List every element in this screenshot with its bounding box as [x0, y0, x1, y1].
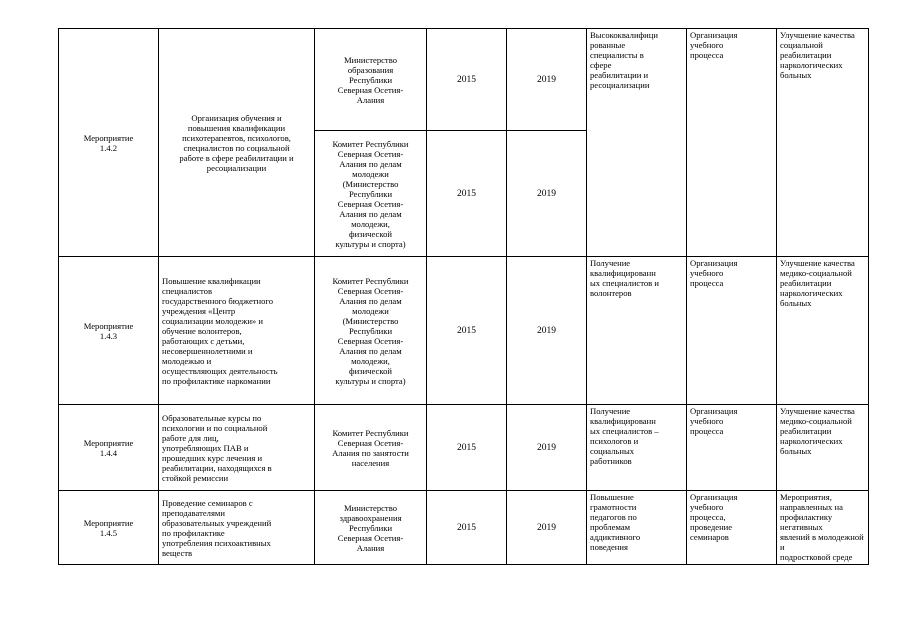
measure-name: Организация обучения и повышения квалификации психотерапевтов, психологов, специалистов по социальной работе в сфере реабилитации и ресоциализации	[159, 29, 315, 257]
mechanism: Организация учебного процесса	[687, 405, 777, 491]
executor: Комитет Республики Северная Осетия- Алания по занятости населения	[315, 405, 427, 491]
expected-result: Высококвалифици рованные специалисты в сфере реабилитации и ресоциализации	[587, 29, 687, 257]
executor: Комитет Республики Северная Осетия- Алания по делам молодежи (Министерство Республики Северная Осетия- Алания по делам молодежи, физической культуры и спорта)	[315, 257, 427, 405]
effect: Улучшение качества социальной реабилитации наркологических больных	[777, 29, 869, 257]
effect: Улучшение качества медико-социальной реабилитации наркологических больных	[777, 257, 869, 405]
end-year: 2019	[507, 405, 587, 491]
start-year: 2015	[427, 257, 507, 405]
start-year: 2015	[427, 491, 507, 565]
measure-id: Мероприятие 1.4.3	[59, 257, 159, 405]
measure-id: Мероприятие 1.4.2	[59, 29, 159, 257]
program-table	[58, 28, 869, 565]
start-year: 2015	[427, 29, 507, 131]
start-year: 2015	[427, 131, 507, 257]
mechanism: Организация учебного процесса, проведение семинаров	[687, 491, 777, 565]
effect: Мероприятия, направленных на профилактику негативных явлений в молодежной и подростковой среде	[777, 491, 869, 565]
expected-result: Получение квалифицированн ых специалистов – психологов и социальных работников	[587, 405, 687, 491]
measure-name: Образовательные курсы по психологии и по социальной работе для лиц, употребляющих ПАВ и прошедших курс лечения и реабилитации, находящихся в стойкой ремиссии	[159, 405, 315, 491]
table-row	[59, 491, 869, 565]
measure-id: Мероприятие 1.4.5	[59, 491, 159, 565]
start-year: 2015	[427, 405, 507, 491]
measure-name: Повышение квалификации специалистов государственного бюджетного учреждения «Центр социализации молодежи» и обучение волонтеров, работающих с детьми, несовершеннолетними и молодежью и осуществляющих деятельность по профилактике наркомании	[159, 257, 315, 405]
expected-result: Получение квалифицированн ых специалистов и волонтеров	[587, 257, 687, 405]
expected-result: Повышение грамотности педагогов по проблемам аддиктивного поведения	[587, 491, 687, 565]
end-year: 2019	[507, 29, 587, 131]
measure-id: Мероприятие 1.4.4	[59, 405, 159, 491]
end-year: 2019	[507, 131, 587, 257]
mechanism: Организация учебного процесса	[687, 257, 777, 405]
executor: Комитет Республики Северная Осетия- Алания по делам молодежи (Министерство Республики Северная Осетия- Алания по делам молодежи, физической культуры и спорта)	[315, 131, 427, 257]
executor: Министерство образования Республики Северная Осетия- Алания	[315, 29, 427, 131]
effect: Улучшение качества медико-социальной реабилитации наркологических больных	[777, 405, 869, 491]
end-year: 2019	[507, 257, 587, 405]
executor: Министерство здравоохранения Республики Северная Осетия- Алания	[315, 491, 427, 565]
table-row	[59, 29, 869, 131]
end-year: 2019	[507, 491, 587, 565]
measure-name: Проведение семинаров с преподавателями образовательных учреждений по профилактике употребления психоактивных веществ	[159, 491, 315, 565]
table-row	[59, 257, 869, 405]
mechanism: Организация учебного процесса	[687, 29, 777, 257]
table-row	[59, 405, 869, 491]
